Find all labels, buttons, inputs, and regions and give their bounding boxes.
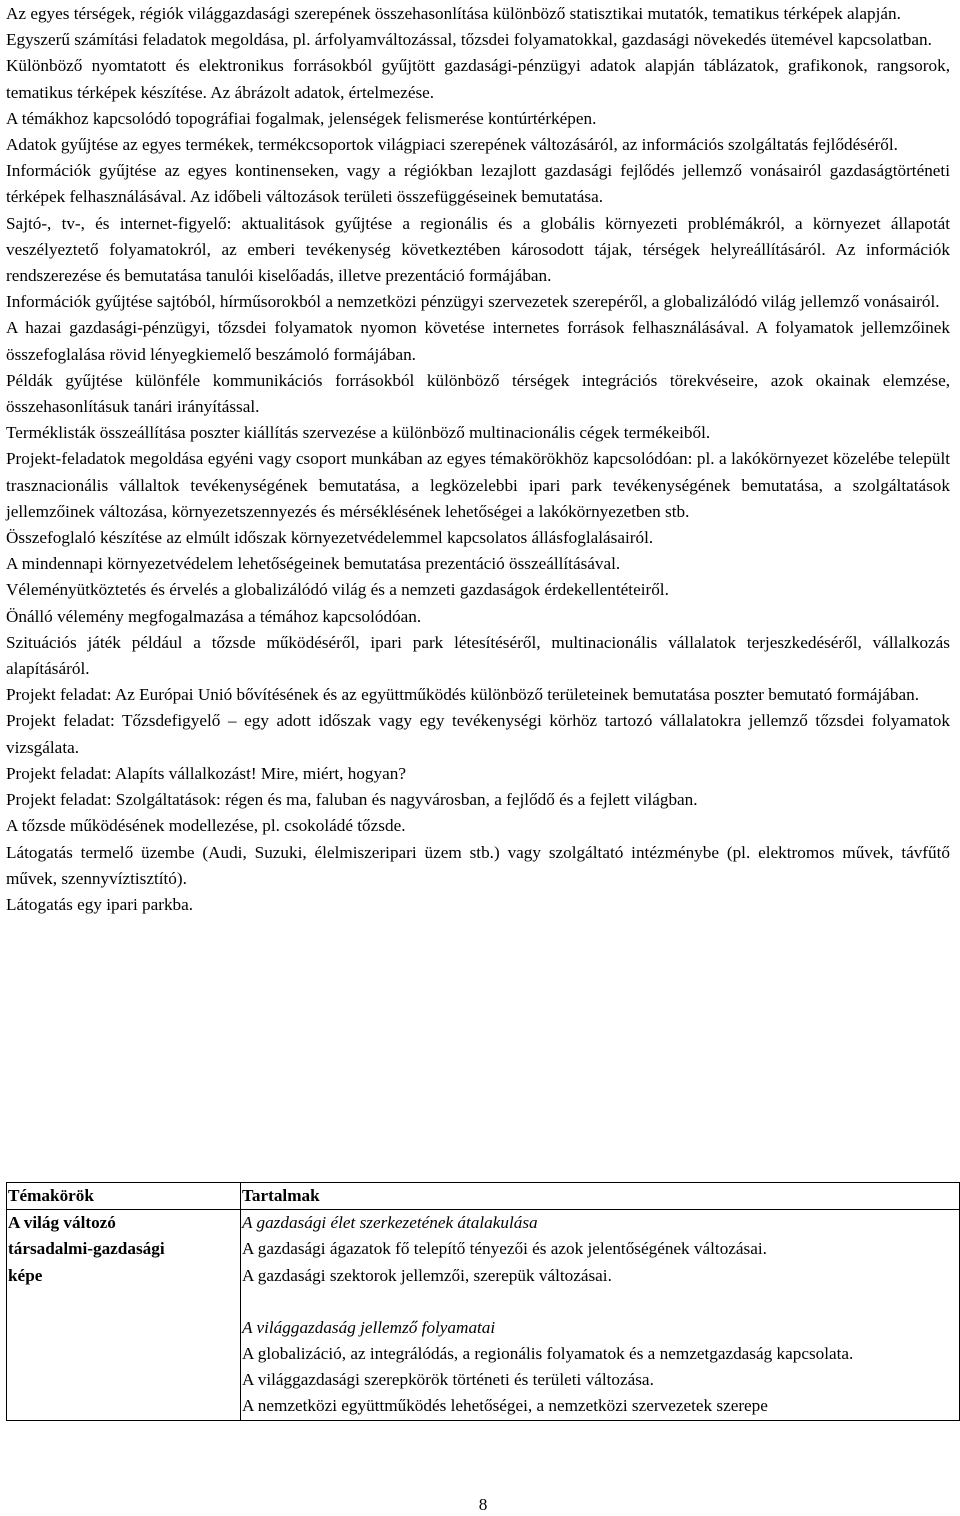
header-cell-topics: Témakörök	[7, 1183, 241, 1210]
activity-list	[6, 1, 950, 918]
paragraph: Szituációs játék például a tőzsde működéséről, ipari park létesítéséről, multinacionális vállalatok terjeszkedéséről, vállalkozás alapításáról.	[6, 632, 950, 679]
paragraph: Projekt feladat: Az Európai Unió bővítésének és az együttműködés különböző területeinek bemutatása poszter bemutató formájában.	[6, 685, 920, 705]
paragraph: Összefoglaló készítése az elmúlt időszak környezetvédelemmel kapcsolatos állásfoglalásairól.	[6, 528, 654, 548]
paragraph: Az egyes térségek, régiók világgazdasági szerepének összehasonlítása különböző statisztikai mutatók, tematikus térképek alapján.	[6, 4, 901, 23]
paragraph: Projekt feladat: Szolgáltatások: régen és ma, faluban és nagyvárosban, a fejlődő és a fejlett világban.	[6, 790, 698, 810]
page-number: 8	[478, 1495, 488, 1514]
content-item: A világgazdasági szerepkörök történeti és területi változása.	[242, 1370, 654, 1390]
paragraph: Adatok gyűjtése az egyes termékek, termékcsoportok világpiaci szerepének változásáról, az információs szolgáltatás fejlődéséről.	[6, 135, 898, 155]
paragraph: Projekt feladat: Alapíts vállalkozást! Mire, miért, hogyan?	[6, 763, 406, 783]
table-header-row	[7, 1183, 960, 1210]
content-item: A gazdasági szektorok jellemzői, szerepük változásai.	[242, 1265, 612, 1285]
table-row	[7, 1210, 960, 1420]
paragraph: Egyszerű számítási feladatok megoldása, pl. árfolyamváltozással, tőzsdei folyamatokkal, gazdasági növekedés ütemével kapcsolatban.	[6, 30, 932, 50]
paragraph: A tőzsde működésének modellezése, pl. csokoládé tőzsde.	[6, 816, 406, 836]
paragraph: Önálló vélemény megfogalmazása a témához kapcsolódóan.	[6, 606, 422, 626]
paragraph: Terméklisták összeállítása poszter kiállítás szervezése a különböző multinacionális cégek termékeiből.	[6, 423, 711, 443]
content-item: A globalizáció, az integrálódás, a regionális folyamatok és a nemzetgazdaság kapcsolata.	[242, 1344, 854, 1364]
topic-title-line: képe	[8, 1265, 43, 1285]
paragraph: Véleményütköztetés és érvelés a globalizálódó világ és a nemzeti gazdaságok érdekellentéteiről.	[6, 580, 669, 600]
content-item: A gazdasági ágazatok fő telepítő tényezői és azok jelentőségének változásai.	[242, 1239, 767, 1259]
content-subtitle: A világgazdaság jellemző folyamatai	[242, 1317, 496, 1337]
topic-title-line: A világ változó	[8, 1213, 116, 1233]
paragraph: Különböző nyomtatott és elektronikus forrásokból gyűjtött gazdasági-pénzügyi adatok alapján táblázatok, grafikonok, rangsorok, tematikus térképek készítése. Az ábrázolt adatok, értelmezése.	[6, 56, 950, 102]
header-cell-contents: Tartalmak	[241, 1183, 960, 1210]
paragraph: Információk gyűjtése az egyes kontinenseken, vagy a régiókban lezajlott gazdasági fejlődés jellemző vonásairól gazdaságtörténeti térképek felhasználásával. Az időbeli változások területi összefüggéseinek bemutatása.	[6, 161, 950, 207]
paragraph: A témákhoz kapcsolódó topográfiai fogalmak, jelenségek felismerése kontúrtérképen.	[6, 108, 597, 128]
topic-cell	[7, 1210, 241, 1420]
paragraph: Projekt feladat: Tőzsdefigyelő – egy adott időszak vagy egy tevékenységi körhöz tartozó vállalatokra jellemző tőzsdei folyamatok vizsgálata.	[6, 711, 950, 757]
contents-cell	[241, 1210, 960, 1420]
paragraph: Információk gyűjtése sajtóból, hírműsorokból a nemzetközi pénzügyi szervezetek szerepéről, a globalizálódó világ jellemző vonásairól.	[6, 292, 940, 312]
paragraph: A mindennapi környezetvédelem lehetőségeinek bemutatása prezentáció összeállításával.	[6, 554, 621, 574]
topic-title-line: társadalmi-gazdasági	[8, 1239, 165, 1259]
paragraph: A hazai gazdasági-pénzügyi, tőzsdei folyamatok nyomon követése internetes források felhasználásával. A folyamatok jellemzőinek összefoglalása rövid lényegkiemelő beszámoló formájában.	[6, 318, 950, 364]
content-subtitle: A gazdasági élet szerkezetének átalakulása	[242, 1213, 538, 1233]
paragraph: Példák gyűjtése különféle kommunikációs forrásokból különböző térségek integrációs törekvéseire, azok okainak elemzése, összehasonlításuk tanári irányítással.	[6, 370, 950, 417]
content-item: A nemzetközi együttműködés lehetőségei, a nemzetközi szervezetek szerepe	[242, 1396, 768, 1416]
paragraph: Látogatás egy ipari parkba.	[6, 894, 194, 914]
paragraph: Látogatás termelő üzembe (Audi, Suzuki, élelmiszeripari üzem stb.) vagy szolgáltató intézménybe (pl. elektromos művek, távfűtő művek, szennyvíztisztító).	[6, 842, 950, 888]
paragraph: Projekt-feladatok megoldása egyéni vagy csoport munkában az egyes témakörökhöz kapcsolódóan: pl. a lakókörnyezet közelébe települt trasznacionális vállaltok tevékenységének bemutatása, a legközelebbi ipari park tevékenységének bemutatása, a szolgáltatások jellemzőinek változása, környezetszennyezés és mérséklésének lehetőségei a lakókörnyezetben stb.	[6, 449, 950, 521]
paragraph: Sajtó-, tv-, és internet-figyelő: aktualitások gyűjtése a regionális és a globális környezeti problémákról, a környezet állapotát veszélyeztető folyamatokról, az emberi tevékenység következtében károsodott tájak, térségek helyreállításáról. Az információk rendszerezése és bemutatása tanulói kiselőadás, illetve prezentáció formájában.	[6, 213, 950, 286]
spacer	[242, 1289, 958, 1315]
topics-table	[6, 1182, 960, 1421]
